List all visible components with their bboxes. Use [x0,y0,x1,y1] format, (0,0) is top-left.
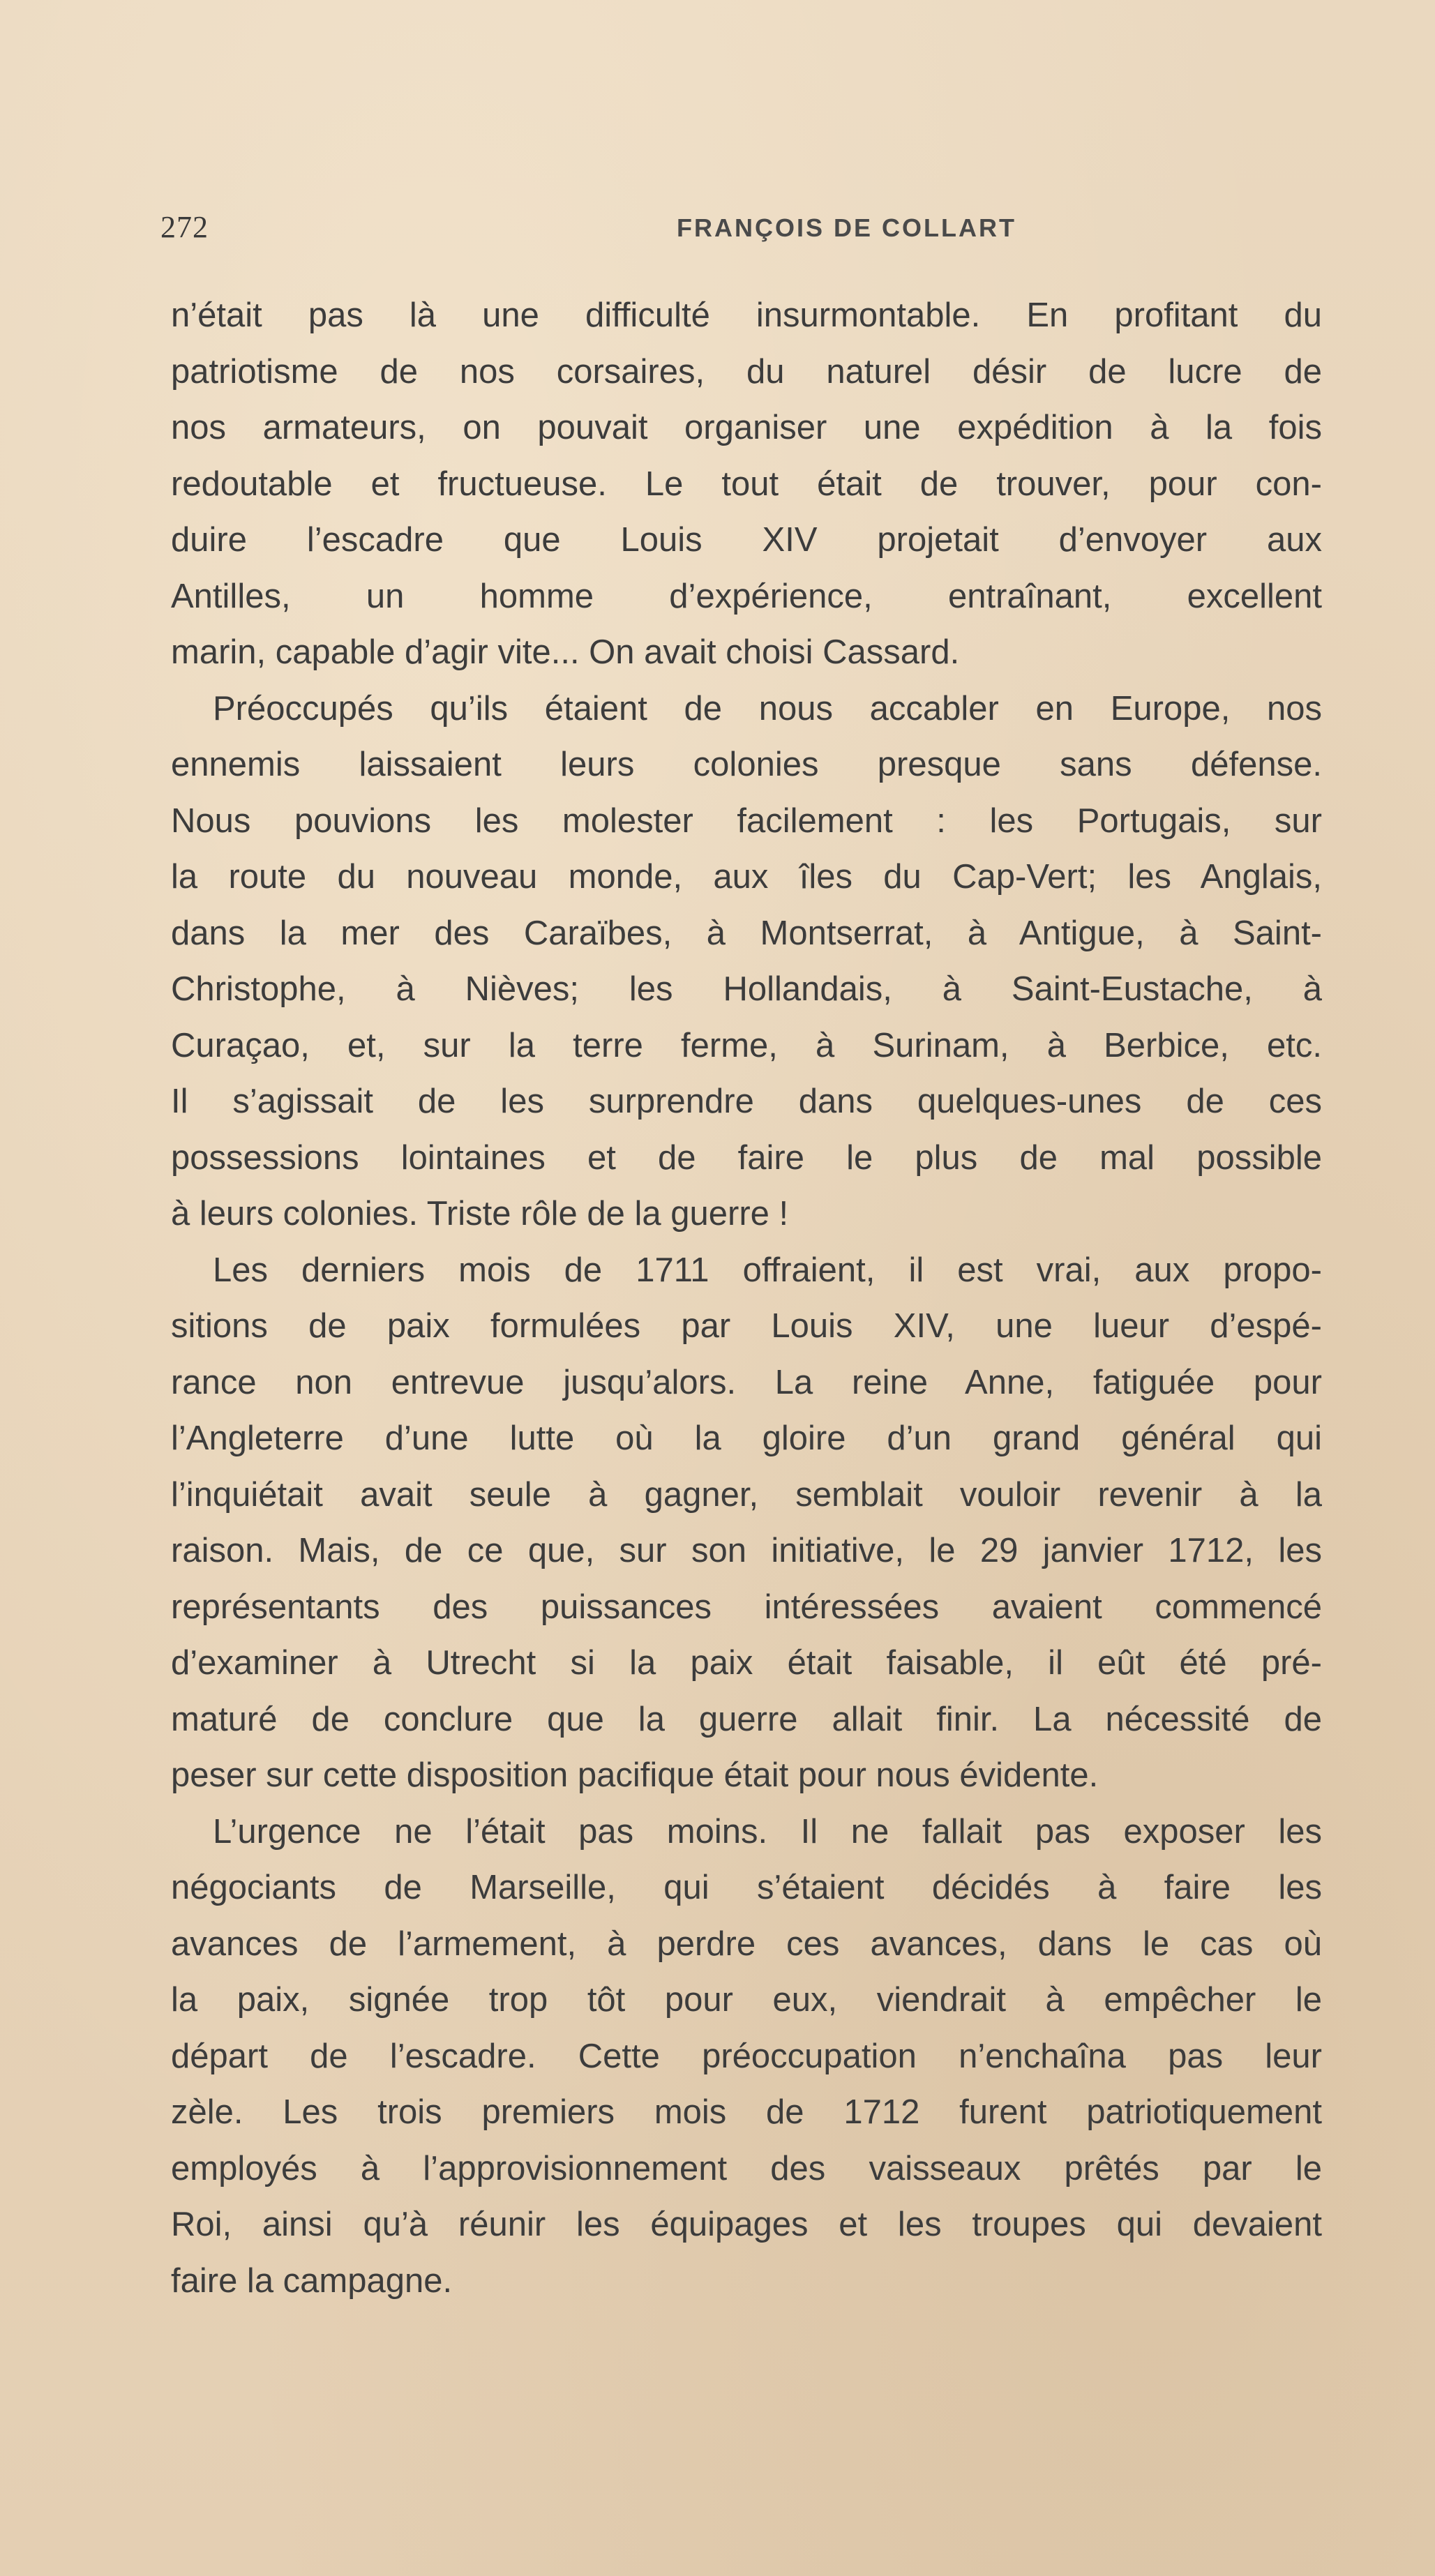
text-line: négociants de Marseille, qui s’étaient décidés à faire les [171,1869,1322,1906]
text-line: n’était pas là une difficulté insurmontable. En profitant du [171,296,1322,334]
text-line: nos armateurs, on pouvait organiser une expédition à la fois [171,409,1322,446]
text-line: Nous pouvions les molester facilement : les Portugais, sur [171,801,1322,840]
text-line: départ de l’escadre. Cette préoccupation n’enchaîna pas leur [171,2037,1322,2075]
text-line: possessions lointaines et de faire le plus de mal possible [171,1138,1322,1177]
text-line: duire l’escadre que Louis XIV projetait d’envoyer aux [171,521,1322,559]
text-line: faire la campagne. [171,2261,453,2300]
text-line: Il s’agissait de les surprendre dans quelques-unes de ces [171,1083,1322,1120]
text-line: dans la mer des Caraïbes, à Montserrat, à Antigue, à Saint- [171,914,1322,952]
running-title: FRANÇOIS DE COLLART [677,213,1016,242]
text-line: Curaçao, et, sur la terre ferme, à Surinam, à Berbice, etc. [171,1026,1322,1064]
text-line: peser sur cette disposition pacifique était pour nous évidente. [171,1756,1099,1794]
text-line: sitions de paix formulées par Louis XIV, une lueur d’espé- [171,1307,1322,1345]
text-line: Antilles, un homme d’expérience, entraînant, excellent [171,577,1322,615]
text-line: la route du nouveau monde, aux îles du Cap-Vert; les Anglais, [171,858,1322,896]
page-number: 272 [160,210,209,244]
text-line: d’examiner à Utrecht si la paix était faisable, il eût été pré- [171,1644,1322,1682]
text-line: zèle. Les trois premiers mois de 1712 furent patriotiquement [171,2093,1322,2131]
text-line: rance non entrevue jusqu’alors. La reine Anne, fatiguée pour [171,1363,1322,1401]
text-line: Christophe, à Nièves; les Hollandais, à Saint-Eustache, à [171,970,1322,1008]
text-line: redoutable et fructueuse. Le tout était de trouver, pour con- [171,465,1322,503]
text-line: raison. Mais, de ce que, sur son initiative, le 29 janvier 1712, les [171,1532,1322,1569]
text-line: à leurs colonies. Triste rôle de la guerre ! [171,1195,789,1233]
body-text [171,287,1322,2309]
page-header [160,209,1291,251]
text-line: ennemis laissaient leurs colonies presque sans défense. [171,746,1322,783]
text-line: l’inquiétait avait seule à gagner, semblait vouloir revenir à la [171,1475,1322,1514]
text-line: maturé de conclure que la guerre allait finir. La nécessité de [171,1700,1322,1738]
text-line: marin, capable d’agir vite... On avait choisi Cassard. [171,633,960,671]
text-line: Les derniers mois de 1711 offraient, il est vrai, aux propo- [213,1251,1322,1289]
text-line: l’Angleterre d’une lutte où la gloire d’un grand général qui [171,1419,1322,1457]
text-line: Préoccupés qu’ils étaient de nous accabler en Europe, nos [213,689,1322,728]
text-line: Roi, ainsi qu’à réunir les équipages et les troupes qui devaient [171,2206,1322,2243]
text-line: patriotisme de nos corsaires, du naturel désir de lucre de [171,352,1322,391]
text-line: représentants des puissances intéressées avaient commencé [171,1588,1322,1626]
text-line: avances de l’armement, à perdre ces avances, dans le cas où [171,1925,1322,1963]
text-line: employés à l’approvisionnement des vaisseaux prêtés par le [171,2149,1322,2187]
text-line: la paix, signée trop tôt pour eux, viendrait à empêcher le [171,1981,1322,2019]
text-line: L’urgence ne l’était pas moins. Il ne fallait pas exposer les [213,1812,1322,1851]
